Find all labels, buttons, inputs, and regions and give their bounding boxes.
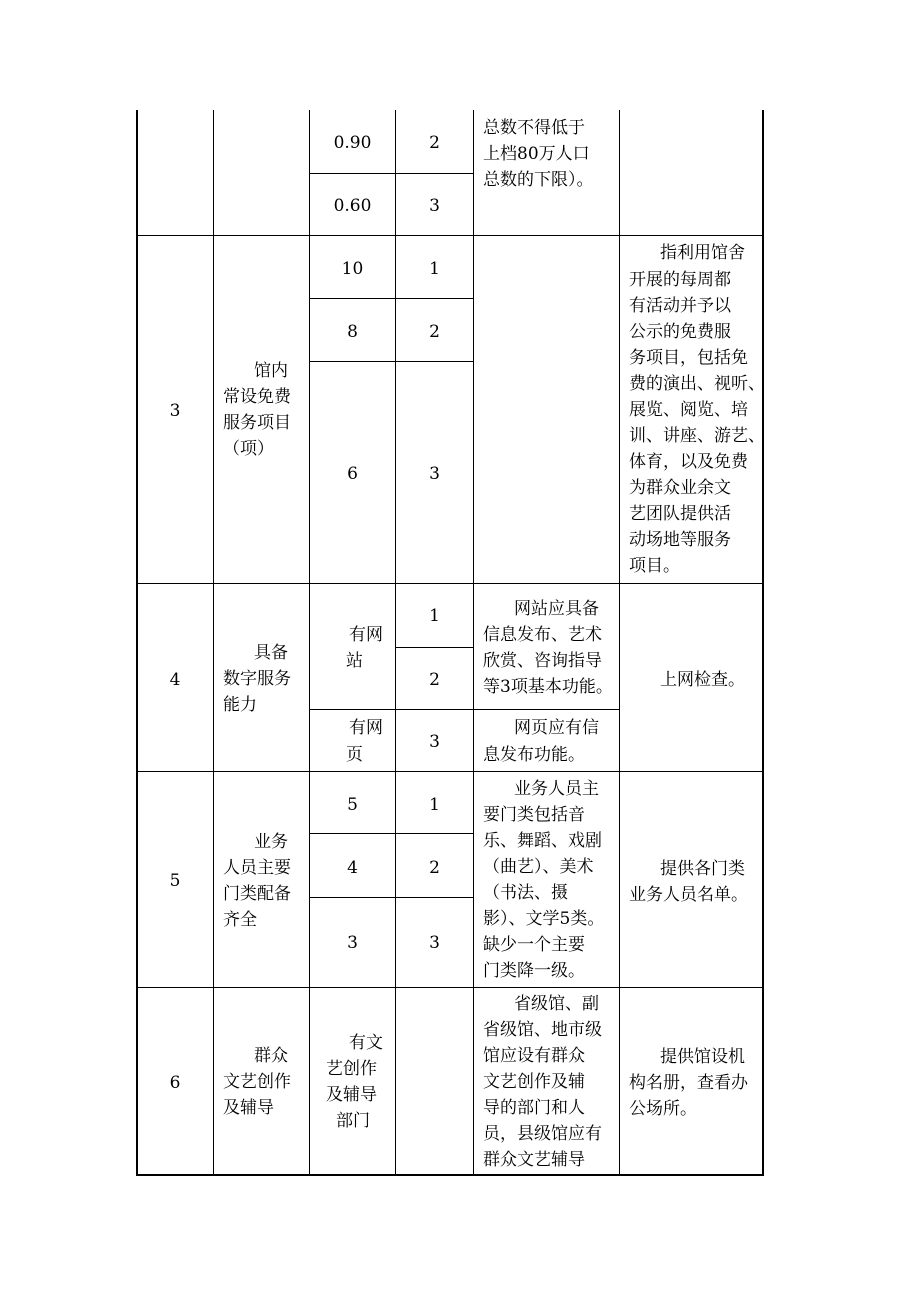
method-line: 展览、阅览、培 — [629, 400, 748, 420]
subrow-separator — [309, 298, 473, 299]
standard-line: 欣赏、咨询指导 — [483, 651, 602, 671]
level-value-line: 有文 — [349, 1033, 383, 1053]
table-border-right — [762, 110, 764, 1176]
item-line: 业务 — [254, 832, 288, 852]
standard-line: 省级馆、地市级 — [483, 1020, 602, 1040]
standard-line: 馆应设有群众 — [483, 1046, 585, 1066]
subrow-separator — [309, 709, 619, 710]
criteria-table — [136, 110, 764, 1176]
row-number: 3 — [169, 401, 181, 421]
standard-line: 网站应具备 — [514, 599, 599, 619]
method-line: 指利用馆舍 — [660, 243, 745, 263]
level-value-line: 部门 — [336, 1111, 370, 1131]
standard-line: 等3项基本功能。 — [483, 677, 613, 697]
item-line: （项） — [223, 439, 274, 459]
item-line: 服务项目 — [223, 413, 291, 433]
method-line: 提供馆设机 — [660, 1047, 745, 1067]
method-line: 项目。 — [629, 556, 680, 576]
item-line: 门类配备 — [223, 884, 291, 904]
subrow-separator — [309, 833, 473, 834]
method-line: 费的演出、视听、 — [629, 374, 765, 394]
method-line: 业务人员名单。 — [629, 885, 748, 905]
level-value: 3 — [347, 933, 358, 953]
level-value-line: 站 — [346, 651, 363, 671]
item-line: 数字服务 — [223, 669, 291, 689]
row-separator — [136, 987, 764, 988]
standard-line: 文艺创作及辅 — [483, 1072, 585, 1092]
row-number: 4 — [169, 670, 181, 690]
level-value: 4 — [347, 858, 358, 878]
method-line: 训、讲座、游艺、 — [629, 426, 765, 446]
table-border-left — [136, 110, 138, 1176]
standard-line: 省级馆、副 — [514, 994, 599, 1014]
row-separator — [136, 771, 764, 772]
standard-line: 乐、舞蹈、戏剧 — [483, 831, 602, 851]
row-separator — [136, 235, 764, 236]
level-grade: 2 — [429, 133, 440, 153]
item-line: 及辅导 — [223, 1098, 274, 1118]
method-line: 提供各门类 — [660, 859, 745, 879]
level-value-line: 有网 — [349, 625, 383, 645]
subrow-separator — [309, 361, 473, 362]
level-value-line: 艺创作 — [326, 1059, 377, 1079]
level-grade: 3 — [429, 196, 440, 216]
row-number: 6 — [169, 1073, 181, 1093]
table-col-line — [619, 110, 620, 1176]
standard-line: 网页应有信 — [514, 718, 599, 738]
subrow-separator — [395, 647, 473, 648]
standard-line: 群众文艺辅导 — [483, 1150, 585, 1170]
standard-line: 上档80万人口 — [483, 144, 590, 164]
method-line: 务项目，包括免 — [629, 348, 748, 368]
level-grade: 1 — [429, 606, 440, 626]
level-value: 5 — [347, 795, 358, 815]
level-value: 0.90 — [333, 133, 372, 153]
level-grade: 3 — [429, 464, 440, 484]
level-value-line: 有网 — [349, 718, 383, 738]
standard-line: 导的部门和人 — [483, 1098, 585, 1118]
method-line: 动场地等服务 — [629, 530, 731, 550]
level-value: 10 — [341, 259, 364, 279]
standard-line: 要门类包括音 — [483, 805, 585, 825]
level-value: 0.60 — [333, 196, 372, 216]
level-value: 8 — [347, 322, 358, 342]
subrow-separator — [309, 897, 473, 898]
item-line: 馆内 — [254, 361, 288, 381]
level-value-line: 及辅导 — [326, 1085, 377, 1105]
method-line: 公场所。 — [629, 1099, 697, 1119]
level-grade: 3 — [429, 933, 440, 953]
standard-line: （书法、摄 — [483, 883, 568, 903]
item-line: 常设免费 — [223, 387, 291, 407]
method-line: 为群众业余文 — [629, 478, 731, 498]
level-grade: 2 — [429, 858, 440, 878]
table-col-line — [473, 110, 474, 1176]
standard-line: 影）、文学5类。 — [483, 909, 605, 929]
table-col-line — [213, 110, 214, 1176]
method-line: 上网检查。 — [660, 670, 745, 690]
standard-line: 总数的下限）。 — [483, 170, 594, 190]
item-line: 具备 — [254, 643, 288, 663]
table-border-bottom — [136, 1174, 764, 1176]
item-line: 能力 — [223, 695, 257, 715]
standard-line: 信息发布、艺术 — [483, 625, 602, 645]
level-grade: 2 — [429, 322, 440, 342]
method-line: 有活动并予以 — [629, 296, 731, 316]
item-line: 群众 — [254, 1046, 288, 1066]
standard-line: 息发布功能。 — [483, 745, 585, 765]
level-grade: 1 — [429, 259, 440, 279]
level-value: 6 — [347, 464, 358, 484]
level-value-line: 页 — [346, 745, 363, 765]
standard-line: 总数不得低于 — [483, 118, 585, 138]
method-line: 艺团队提供活 — [629, 504, 731, 524]
standard-line: 门类降一级。 — [483, 961, 585, 981]
row-number: 5 — [169, 871, 181, 891]
subrow-separator — [309, 173, 473, 174]
standard-line: 缺少一个主要 — [483, 935, 585, 955]
item-line: 人员主要 — [223, 858, 291, 878]
method-line: 开展的每周都 — [629, 270, 731, 290]
method-line: 公示的免费服 — [629, 322, 731, 342]
item-line: 齐全 — [223, 910, 257, 930]
row-separator — [136, 583, 764, 584]
level-grade: 1 — [429, 795, 440, 815]
method-line: 体育，以及免费 — [629, 452, 748, 472]
level-grade: 3 — [429, 732, 440, 752]
standard-line: 员，县级馆应有 — [483, 1124, 602, 1144]
level-grade: 2 — [429, 670, 440, 690]
item-line: 文艺创作 — [223, 1072, 291, 1092]
standard-line: 业务人员主 — [514, 779, 599, 799]
standard-line: （曲艺）、美术 — [483, 857, 594, 877]
method-line: 构名册，查看办 — [629, 1073, 748, 1093]
